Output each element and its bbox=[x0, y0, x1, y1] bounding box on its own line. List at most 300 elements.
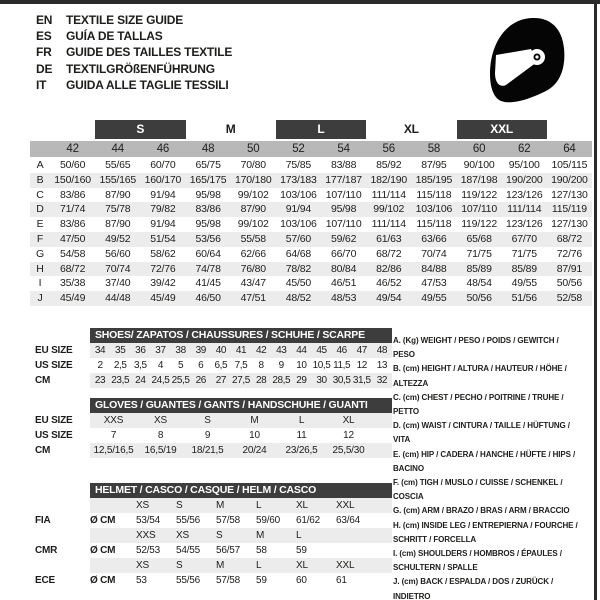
measure-value: 58/62 bbox=[150, 247, 176, 260]
size-value: 23 bbox=[94, 375, 106, 386]
size-value: 40 bbox=[215, 345, 227, 356]
helmet-value: 55/56 bbox=[176, 515, 201, 526]
measure-value: 68/72 bbox=[59, 262, 86, 275]
measure-value: 75/85 bbox=[285, 159, 312, 171]
helmet-value-row bbox=[30, 573, 392, 588]
measure-value: 87/91 bbox=[556, 262, 583, 275]
measure-letter: D bbox=[36, 203, 44, 216]
size-value: 4 bbox=[157, 360, 164, 371]
measure-value: 35/38 bbox=[59, 277, 86, 290]
measure-value: 111/114 bbox=[507, 203, 542, 216]
measure-value: 160/170 bbox=[144, 173, 182, 186]
size-value: 2 bbox=[97, 360, 103, 371]
size-value: 27,5 bbox=[232, 375, 250, 386]
helmet-value: 53 bbox=[136, 575, 147, 586]
row-sizes bbox=[90, 558, 392, 573]
measure-letter: G bbox=[36, 247, 44, 260]
size-value: 30 bbox=[316, 375, 327, 386]
row-sizes bbox=[90, 498, 392, 513]
row-label: US SIZE bbox=[35, 430, 73, 441]
measure-value: 91/94 bbox=[285, 203, 312, 216]
size-value: 8 bbox=[258, 360, 264, 371]
textile-size-table bbox=[30, 120, 592, 306]
row-label-spacer bbox=[30, 498, 90, 513]
helmet-value: 57/58 bbox=[216, 575, 241, 586]
diameter-unit: Ø CM bbox=[90, 515, 116, 526]
measure-value: 75/78 bbox=[105, 203, 131, 216]
measure-value: 111/114 bbox=[371, 218, 406, 231]
measure-letter: J bbox=[37, 292, 43, 305]
shoes-size-table bbox=[30, 328, 392, 388]
helmet-value: 55/56 bbox=[176, 575, 201, 586]
language-code: IT bbox=[36, 77, 47, 92]
size-group-label: S bbox=[95, 120, 185, 139]
legend-item: J. (cm) BACK / ESPALDA / DOS / ZURÜCK / INDIETRO bbox=[393, 577, 554, 600]
measure-value: 72/76 bbox=[556, 247, 583, 260]
size-value: 7 bbox=[110, 430, 117, 441]
size-value: 31,5 bbox=[352, 375, 371, 386]
size-value: 26 bbox=[195, 375, 206, 386]
measure-value: 83/86 bbox=[195, 203, 221, 216]
measure-value: 61/63 bbox=[376, 232, 402, 245]
size-value: 6,5 bbox=[214, 360, 228, 371]
measure-value: 47/53 bbox=[421, 277, 447, 290]
size-value: 10,5 bbox=[312, 360, 331, 371]
size-value: 10 bbox=[249, 430, 260, 441]
helmet-value: 54/55 bbox=[176, 545, 201, 556]
measure-value: 165/175 bbox=[189, 173, 227, 186]
measure-value: 150/160 bbox=[54, 173, 91, 186]
measure-value: 60/70 bbox=[150, 159, 176, 171]
measure-letter: I bbox=[38, 277, 42, 290]
helmet-value: 53/54 bbox=[136, 515, 161, 526]
size-number: 58 bbox=[427, 143, 441, 155]
row-values bbox=[90, 413, 392, 428]
size-value: 3,5 bbox=[133, 360, 147, 371]
measure-value: 83/86 bbox=[59, 218, 86, 231]
measure-value: 60/64 bbox=[195, 247, 221, 260]
helmet-size: XL bbox=[296, 560, 308, 571]
size-number: 44 bbox=[111, 143, 124, 155]
size-value: 37 bbox=[155, 345, 166, 356]
row-sizes bbox=[90, 528, 392, 543]
measure-value: 55/65 bbox=[105, 159, 131, 171]
helmet-size: S bbox=[216, 530, 223, 541]
language-code: EN bbox=[36, 13, 53, 27]
helmet-table-title: HELMET / CASCO / CASQUE / HELM / CASCO bbox=[90, 483, 392, 498]
measure-value: 49/55 bbox=[511, 277, 537, 290]
size-value: 18/21,5 bbox=[191, 445, 224, 456]
row-values bbox=[90, 513, 392, 528]
measure-value: 119/122 bbox=[461, 188, 497, 201]
measure-letter: E bbox=[36, 218, 44, 231]
helmet-size: XS bbox=[136, 560, 149, 571]
size-value: 23,5 bbox=[111, 375, 130, 386]
measure-value: 83/86 bbox=[59, 188, 86, 201]
helmet-size: M bbox=[216, 560, 225, 571]
measure-value: 82/86 bbox=[376, 262, 402, 275]
size-value: 28,5 bbox=[272, 375, 291, 386]
size-number: 48 bbox=[201, 143, 215, 155]
size-group-label: XL bbox=[403, 122, 419, 136]
size-number: 50 bbox=[247, 143, 260, 155]
measure-value: 115/119 bbox=[551, 203, 587, 216]
size-value: 11 bbox=[296, 430, 307, 441]
size-number: 62 bbox=[518, 143, 531, 155]
measure-value: 47/50 bbox=[59, 232, 86, 245]
measure-letter: B bbox=[36, 173, 44, 186]
helmet-value: 57/58 bbox=[216, 515, 241, 526]
measure-row bbox=[30, 217, 592, 232]
helmet-size: XL bbox=[296, 500, 308, 511]
row-label: US SIZE bbox=[35, 360, 73, 371]
size-value: 32 bbox=[376, 375, 388, 386]
size-value: 9 bbox=[204, 430, 211, 441]
legend-item: C. (cm) CHEST / PECHO / POITRINE / TRUHE / PETTO bbox=[393, 392, 564, 417]
helmet-size-row bbox=[30, 558, 392, 573]
measure-value: 49/54 bbox=[376, 292, 402, 305]
diameter-unit: Ø CM bbox=[90, 575, 116, 586]
size-value: 23/26,5 bbox=[285, 445, 318, 456]
racing-helmet-icon bbox=[452, 4, 572, 108]
measure-value: 173/183 bbox=[280, 173, 317, 186]
measure-value: 177/187 bbox=[325, 173, 362, 186]
measure-value: 46/51 bbox=[330, 277, 357, 290]
size-value: 7,5 bbox=[234, 360, 248, 371]
measure-row bbox=[30, 173, 592, 188]
helmet-size: XS bbox=[176, 530, 189, 541]
row-values bbox=[90, 358, 392, 373]
measure-value: 115/118 bbox=[416, 188, 452, 201]
measure-row bbox=[30, 158, 592, 173]
size-group-label: M bbox=[225, 122, 236, 136]
measure-value: 84/88 bbox=[421, 262, 447, 275]
measure-value: 43/47 bbox=[240, 277, 266, 290]
size-value: 12 bbox=[343, 430, 354, 441]
measure-value: 90/100 bbox=[463, 159, 495, 171]
helmet-size: M bbox=[216, 500, 225, 511]
helmet-table-rows bbox=[30, 498, 392, 588]
size-value: 30,5 bbox=[332, 375, 351, 386]
measure-value: 44/48 bbox=[105, 292, 131, 305]
measure-value: 49/55 bbox=[421, 292, 447, 305]
size-number: 56 bbox=[382, 143, 395, 155]
size-value: 39 bbox=[195, 345, 206, 356]
helmet-size: L bbox=[256, 500, 262, 511]
size-value: 35 bbox=[115, 345, 126, 356]
size-group-spacer bbox=[30, 120, 95, 139]
measure-value: 71/75 bbox=[466, 247, 492, 260]
measure-value: 71/74 bbox=[59, 203, 86, 216]
measure-value: 87/95 bbox=[421, 159, 447, 171]
measure-letter: A bbox=[36, 159, 44, 171]
measure-value: 182/190 bbox=[370, 173, 408, 186]
size-value: 29 bbox=[296, 375, 307, 386]
row-values bbox=[90, 428, 392, 443]
shoes-table-title: SHOES/ ZAPATOS / CHAUSSURES / SCHUHE / SCARPE bbox=[90, 328, 392, 343]
measure-value: 51/54 bbox=[150, 232, 176, 245]
measurement-legend bbox=[393, 334, 579, 600]
measure-value: 37/40 bbox=[105, 277, 131, 290]
helmet-size-row bbox=[30, 498, 392, 513]
size-row bbox=[30, 428, 392, 443]
legend-item: I. (cm) SHOULDERS / HOMBROS / ÉPAULES / SCHULTERN / SPALLE bbox=[393, 549, 562, 573]
measure-value: 95/100 bbox=[508, 159, 540, 171]
measure-value: 187/198 bbox=[460, 173, 498, 186]
size-number-spacer bbox=[30, 141, 50, 157]
measure-value: 123/126 bbox=[505, 218, 543, 231]
size-row bbox=[30, 358, 392, 373]
size-number-row bbox=[30, 141, 592, 157]
language-row bbox=[36, 28, 232, 44]
measure-value: 103/106 bbox=[280, 188, 317, 201]
size-value: 38 bbox=[175, 345, 186, 356]
size-row bbox=[30, 343, 392, 358]
measure-value: 66/70 bbox=[330, 247, 357, 260]
measure-value: 99/102 bbox=[373, 203, 405, 216]
measure-value: 55/58 bbox=[240, 232, 266, 245]
measure-value: 52/58 bbox=[556, 292, 583, 305]
language-title: GUIDE DES TAILLES TEXTILE bbox=[66, 45, 233, 60]
measure-value: 59/62 bbox=[330, 232, 357, 245]
size-row bbox=[30, 373, 392, 388]
helmet-value: 56/57 bbox=[216, 545, 241, 556]
size-number: 52 bbox=[292, 143, 305, 155]
size-value: 36 bbox=[135, 345, 146, 356]
measure-value: 50/56 bbox=[556, 277, 583, 290]
measure-letter: H bbox=[36, 262, 44, 275]
measure-value: 103/106 bbox=[280, 218, 317, 231]
size-value: XXS bbox=[103, 415, 124, 426]
measure-row bbox=[30, 262, 592, 277]
language-row bbox=[36, 12, 232, 28]
size-group-label: L bbox=[276, 120, 366, 139]
measure-value: 95/98 bbox=[330, 203, 357, 216]
helmet-value-row bbox=[30, 513, 392, 528]
measure-value: 87/90 bbox=[240, 203, 266, 216]
measure-row bbox=[30, 232, 592, 247]
legend-item: H. (cm) INSIDE LEG / ENTREPIERNA / FOURCHE / SCHRITT / FORCELLA bbox=[393, 520, 578, 544]
measure-value: 74/78 bbox=[195, 262, 221, 275]
measure-value: 105/115 bbox=[551, 159, 588, 171]
helmet-size: L bbox=[296, 530, 302, 541]
unit-spacer bbox=[90, 498, 136, 513]
size-number: 64 bbox=[563, 143, 576, 155]
measure-value: 70/80 bbox=[240, 159, 266, 171]
language-code: FR bbox=[36, 45, 52, 60]
helmet-size: XXL bbox=[336, 500, 355, 511]
helmet-value: 59 bbox=[256, 575, 267, 586]
measure-row bbox=[30, 202, 592, 217]
measure-value: 99/102 bbox=[237, 218, 269, 231]
size-value: 43 bbox=[276, 345, 287, 356]
helmet-size bbox=[336, 528, 376, 543]
language-row bbox=[36, 77, 232, 93]
measure-value: 48/52 bbox=[285, 292, 312, 305]
legend-item: A. (Kg) WEIGHT / PESO / POIDS / GEWITCH / PESO bbox=[393, 336, 559, 360]
row-label: EU SIZE bbox=[35, 415, 73, 426]
measure-value: 70/74 bbox=[105, 262, 131, 275]
measure-value: 45/49 bbox=[150, 292, 176, 305]
language-row bbox=[36, 44, 232, 60]
row-values bbox=[90, 443, 392, 458]
language-title: GUIDA ALLE TAGLIE TESSILI bbox=[66, 77, 229, 92]
helmet-value: 59/60 bbox=[256, 515, 281, 526]
standard-label: CMR bbox=[35, 545, 58, 556]
size-value: 24 bbox=[135, 375, 146, 386]
size-value: 47 bbox=[356, 345, 367, 356]
measure-value: 62/66 bbox=[240, 247, 266, 260]
size-value: 41 bbox=[235, 345, 247, 356]
measure-value: 107/110 bbox=[325, 188, 362, 201]
size-value: 8 bbox=[157, 430, 164, 441]
measure-row bbox=[30, 188, 592, 203]
size-group-label: XXL bbox=[457, 120, 547, 139]
measure-value: 47/51 bbox=[240, 292, 266, 305]
size-value: 12 bbox=[356, 360, 367, 371]
row-values bbox=[90, 373, 392, 388]
unit-spacer bbox=[90, 558, 136, 573]
measure-value: 119/122 bbox=[461, 218, 497, 231]
standard-label: FIA bbox=[35, 515, 51, 526]
helmet-size: S bbox=[176, 500, 183, 511]
page-right-border bbox=[594, 0, 597, 600]
measure-value: 71/75 bbox=[511, 247, 537, 260]
measure-value: 72/76 bbox=[150, 262, 176, 275]
measure-value: 53/56 bbox=[195, 232, 221, 245]
size-row bbox=[30, 413, 392, 428]
measure-value: 39/42 bbox=[150, 277, 176, 290]
measure-row bbox=[30, 247, 592, 262]
helmet-value: 61 bbox=[336, 575, 347, 586]
size-value: 12,5/16,5 bbox=[93, 445, 134, 456]
measure-value: 57/60 bbox=[285, 232, 312, 245]
measure-value: 115/118 bbox=[416, 218, 452, 231]
helmet-value: 59 bbox=[296, 545, 307, 556]
shoes-table-rows bbox=[30, 343, 392, 388]
measure-value: 85/89 bbox=[466, 262, 492, 275]
measure-value: 56/60 bbox=[105, 247, 131, 260]
size-value: 6 bbox=[198, 360, 204, 371]
row-label-spacer bbox=[30, 528, 90, 543]
measure-letter: C bbox=[36, 188, 44, 201]
helmet-value: 63/64 bbox=[336, 515, 361, 526]
size-number: 46 bbox=[156, 143, 170, 155]
size-number: 54 bbox=[337, 143, 350, 155]
legend-item: E. (cm) HIP / CADERA / HANCHE / HÜFTE / HIPS / BACINO bbox=[393, 449, 576, 473]
size-number: 42 bbox=[66, 143, 79, 155]
size-value: 48 bbox=[376, 345, 388, 356]
measure-value: 83/88 bbox=[330, 159, 357, 171]
measure-value: 50/56 bbox=[466, 292, 492, 305]
size-value: 25,5/30 bbox=[332, 445, 365, 456]
measure-value: 170/180 bbox=[234, 173, 272, 186]
measure-value: 95/98 bbox=[195, 218, 221, 231]
measure-value: 64/68 bbox=[285, 247, 312, 260]
measure-value: 48/53 bbox=[330, 292, 357, 305]
gloves-size-table bbox=[30, 398, 392, 458]
measure-value: 65/75 bbox=[195, 159, 221, 171]
standard-label: ECE bbox=[35, 575, 55, 586]
legend-item: F. (cm) TIGH / MUSLO / CUISSE / SCHENKEL / COSCIA bbox=[393, 478, 563, 502]
measure-value: 70/74 bbox=[421, 247, 447, 260]
size-value: 11,5 bbox=[333, 360, 351, 371]
gloves-table-rows bbox=[30, 413, 392, 458]
row-label-spacer bbox=[30, 558, 90, 573]
helmet-value bbox=[336, 543, 376, 558]
size-value: S bbox=[204, 415, 211, 426]
helmet-size-row bbox=[30, 528, 392, 543]
size-value: 46 bbox=[336, 345, 347, 356]
language-row bbox=[36, 61, 232, 77]
measure-value: 79/82 bbox=[150, 203, 176, 216]
size-group-row bbox=[30, 120, 592, 139]
language-title: GUÍA DE TALLAS bbox=[66, 29, 163, 44]
measure-value: 91/94 bbox=[150, 188, 176, 201]
measure-row bbox=[30, 291, 592, 306]
measure-letter: F bbox=[36, 232, 44, 245]
gloves-table-title: GLOVES / GUANTES / GANTS / HANDSCHUHE / GUANTI bbox=[90, 398, 392, 413]
helmet-size: XXL bbox=[336, 560, 355, 571]
size-value: 24,5 bbox=[151, 375, 170, 386]
helmet-value: 60 bbox=[296, 575, 307, 586]
measure-value: 78/82 bbox=[285, 262, 312, 275]
measure-value: 155/165 bbox=[99, 173, 137, 186]
row-values bbox=[90, 543, 392, 558]
measure-value: 45/49 bbox=[59, 292, 86, 305]
size-value: 27 bbox=[215, 375, 227, 386]
measure-value: 50/60 bbox=[59, 159, 86, 171]
helmet-value: 61/62 bbox=[296, 515, 321, 526]
size-value: 20/24 bbox=[242, 445, 267, 456]
size-value: 5 bbox=[178, 360, 184, 371]
measure-value: 76/80 bbox=[240, 262, 266, 275]
measure-value: 185/195 bbox=[415, 173, 453, 186]
row-label: CM bbox=[35, 375, 51, 386]
language-title: TEXTILGRÖßENFÜHRUNG bbox=[66, 61, 215, 76]
measure-value: 51/56 bbox=[511, 292, 537, 305]
helmet-value-row bbox=[30, 543, 392, 558]
measure-value: 46/50 bbox=[195, 292, 221, 305]
measure-value: 107/110 bbox=[325, 218, 362, 231]
size-group-spacer bbox=[547, 120, 592, 139]
measure-value: 127/130 bbox=[551, 218, 588, 231]
measure-value: 85/92 bbox=[376, 159, 402, 171]
helmet-size: XS bbox=[136, 500, 149, 511]
measure-value: 85/89 bbox=[511, 262, 537, 275]
diameter-unit: Ø CM bbox=[90, 545, 116, 556]
measure-value: 127/130 bbox=[551, 188, 588, 201]
language-header bbox=[36, 12, 232, 93]
measure-value: 54/58 bbox=[59, 247, 86, 260]
size-value: 25,5 bbox=[171, 375, 190, 386]
measure-value: 123/126 bbox=[505, 188, 543, 201]
measure-value: 46/52 bbox=[376, 277, 402, 290]
measure-value: 67/70 bbox=[511, 232, 537, 245]
measure-value: 87/90 bbox=[105, 218, 131, 231]
size-value: 16,5/19 bbox=[144, 445, 177, 456]
size-value: 13 bbox=[376, 360, 388, 371]
size-value: 42 bbox=[255, 345, 267, 356]
measure-value: 103/106 bbox=[415, 203, 453, 216]
measure-value: 87/90 bbox=[105, 188, 131, 201]
size-value: 28 bbox=[255, 375, 267, 386]
measure-value: 68/72 bbox=[556, 232, 583, 245]
measure-value: 99/102 bbox=[237, 188, 269, 201]
size-value: L bbox=[298, 415, 305, 426]
measure-value: 41/45 bbox=[195, 277, 221, 290]
size-value: M bbox=[250, 415, 259, 426]
